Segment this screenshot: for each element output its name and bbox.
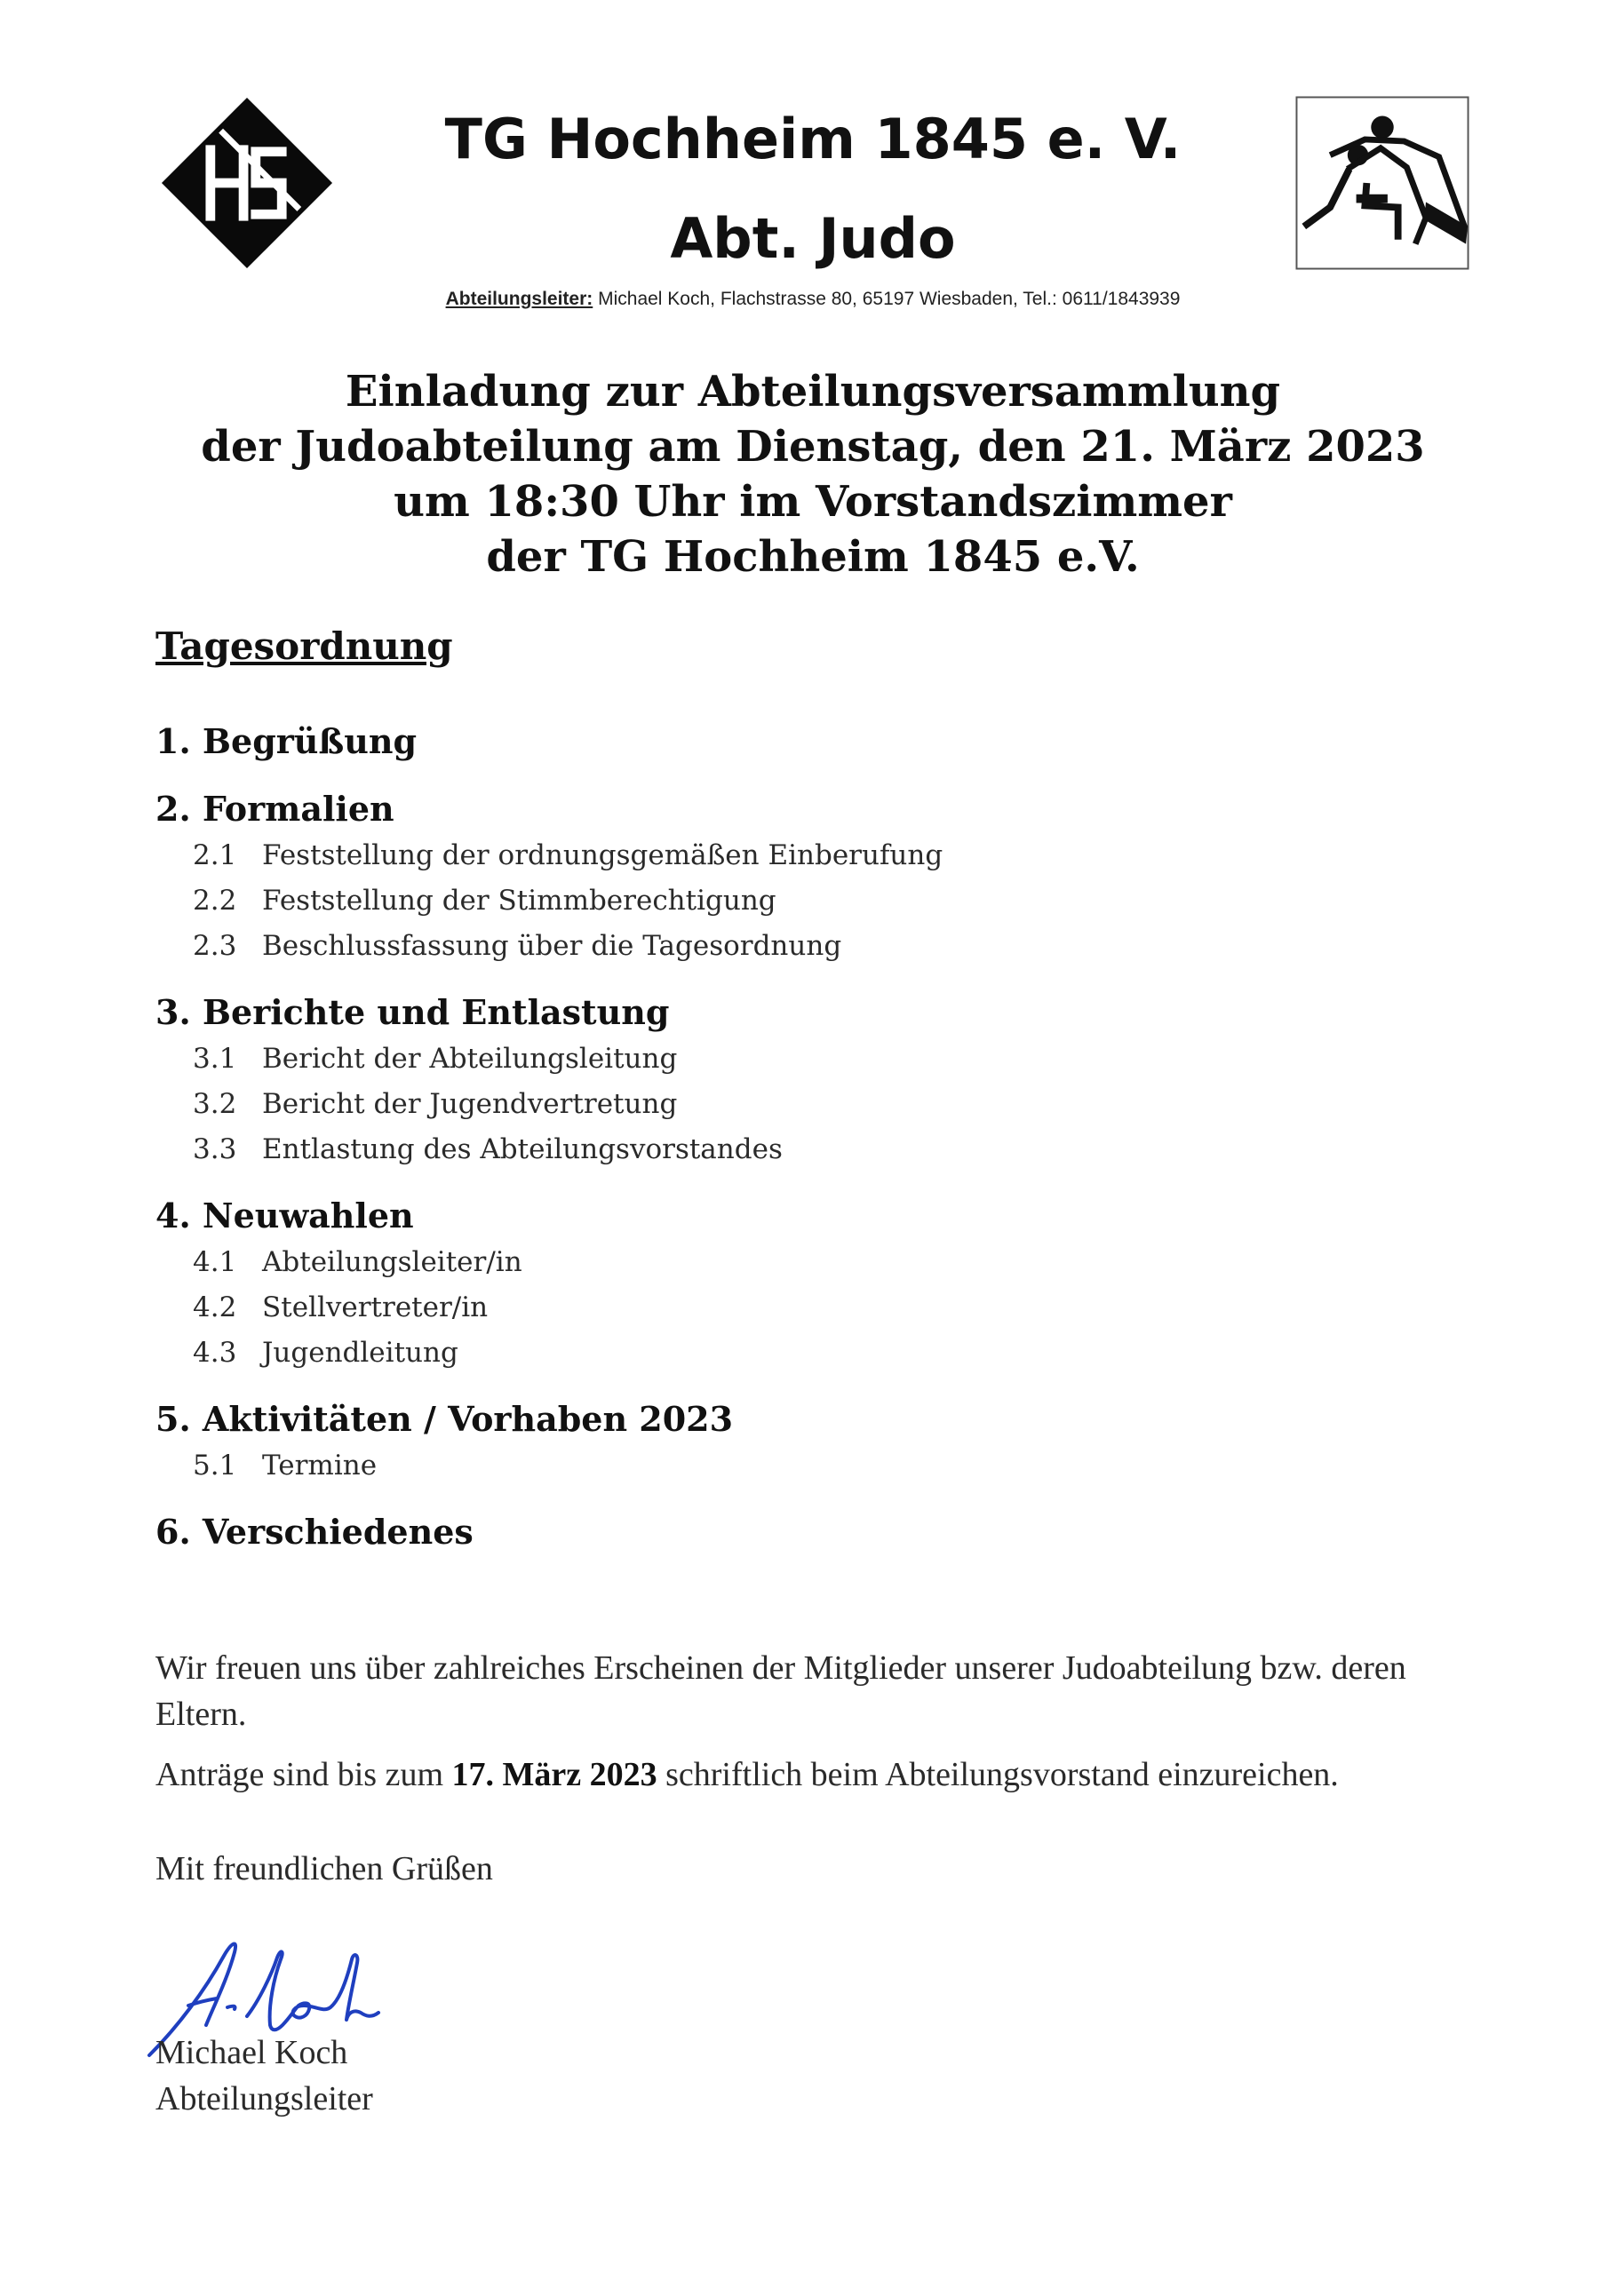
agenda-subitem (155, 1082, 1310, 1127)
closing-paragraph: Wir freuen uns über zahlreiches Erscheinen der Mitglieder unserer Judoabteilung bzw. deren Eltern. (155, 1649, 1406, 1733)
subitem-number: 5.1 (193, 1450, 237, 1482)
invitation-line-4: der TG Hochheim 1845 e.V. (486, 532, 1140, 582)
subitem-text: Entlastung des Abteilungsvorstandes (262, 1133, 783, 1165)
invitation-line-3: um 18:30 Uhr im Vorstandszimmer (394, 477, 1232, 527)
agenda-title: Tagesordnung (155, 624, 453, 668)
agenda-item (155, 718, 1310, 766)
leader-label: Abteilungsleiter: (445, 289, 593, 309)
agenda-item-title: 1. Begrüßung (155, 721, 418, 761)
subitem-text: Bericht der Jugendvertretung (262, 1088, 678, 1120)
agenda-subitem (155, 833, 1310, 878)
agenda-subitem (155, 1331, 1310, 1376)
agenda-item (155, 1192, 1310, 1376)
subitem-number: 4.3 (193, 1337, 237, 1369)
subitem-text: Bericht der Abteilungsleitung (262, 1043, 678, 1075)
agenda-item (155, 989, 1310, 1172)
greeting: Mit freundlichen Grüßen (155, 1850, 493, 1887)
invitation-line-2: der Judoabteilung am Dienstag, den 21. März 2023 (201, 422, 1425, 472)
agenda-item (155, 1395, 1310, 1489)
subitem-number: 3.3 (193, 1133, 237, 1165)
closing-text (155, 1645, 1470, 1812)
deadline-paragraph (155, 1752, 1470, 1798)
subitem-number: 4.1 (193, 1246, 237, 1278)
club-emblem-icon (160, 96, 334, 270)
subitem-text: Jugendleitung (262, 1337, 458, 1369)
agenda-item-title: 4. Neuwahlen (155, 1196, 414, 1235)
invitation-heading (178, 364, 1448, 584)
subitem-number: 3.2 (193, 1088, 237, 1120)
subitem-number: 4.2 (193, 1291, 237, 1323)
judo-throw-icon (1295, 96, 1469, 270)
subitem-text: Stellvertreter/in (262, 1291, 489, 1323)
subitem-text: Abteilungsleiter/in (262, 1246, 522, 1278)
invitation-line-1: Einladung zur Abteilungsversammlung (345, 367, 1281, 417)
agenda-subitem (155, 924, 1310, 969)
agenda-subitem (155, 1037, 1310, 1082)
agenda-item-title: 3. Berichte und Entlastung (155, 992, 670, 1032)
subitem-number: 3.1 (193, 1043, 237, 1075)
agenda-item (155, 1508, 1310, 1556)
signer-role: Abteilungsleiter (155, 2080, 373, 2117)
subitem-text: Termine (262, 1450, 378, 1482)
department-name: Abt. Judo (670, 206, 956, 271)
agenda-subitem (155, 1443, 1310, 1489)
deadline-date: 17. März 2023 (451, 1756, 657, 1793)
subitem-text: Feststellung der Stimmberechtigung (262, 885, 776, 917)
agenda-item-title: 6. Verschiedenes (155, 1512, 474, 1552)
deadline-prefix: Anträge sind bis zum (155, 1756, 452, 1793)
signer-name: Michael Koch (155, 2034, 348, 2071)
subitem-text: Feststellung der ordnungsgemäßen Einberufung (262, 839, 943, 871)
subitem-number: 2.3 (193, 930, 237, 962)
leader-contact-line (267, 286, 1359, 313)
agenda-item-title: 2. Formalien (155, 789, 394, 829)
subitem-text: Beschlussfassung über die Tagesordnung (262, 930, 842, 962)
agenda-subitem (155, 1240, 1310, 1285)
agenda-list (155, 718, 1310, 1576)
agenda-subitem (155, 1127, 1310, 1172)
deadline-suffix: schriftlich beim Abteilungsvorstand einzureichen. (657, 1756, 1339, 1793)
agenda-subitem (155, 878, 1310, 924)
club-name: TG Hochheim 1845 e. V. (444, 107, 1182, 171)
signer-block (155, 2030, 373, 2122)
agenda-subitem (155, 1285, 1310, 1331)
subitem-number: 2.1 (193, 839, 237, 871)
subitem-number: 2.2 (193, 885, 237, 917)
agenda-item-title: 5. Aktivitäten / Vorhaben 2023 (155, 1399, 734, 1439)
agenda-item (155, 785, 1310, 969)
leader-contact: Michael Koch, Flachstrasse 80, 65197 Wiesbaden, Tel.: 0611/1843939 (593, 289, 1181, 309)
